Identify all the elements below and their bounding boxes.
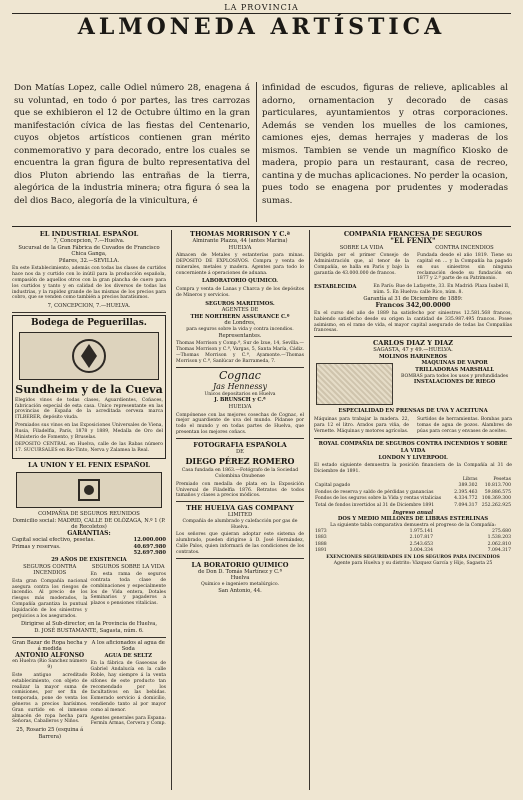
row-label: Fondos de reserva y saldo de pérdidas y ganancias	[315, 489, 434, 495]
industrial-heading: EL INDUSTRIAL ESPAÑOL	[39, 230, 139, 238]
guarantee-2-label: Primas y reservas.	[12, 543, 61, 550]
hennessy-sub: Unicos depositarios en Huelva	[204, 391, 276, 397]
francs-value: Francos 342,00.0000	[375, 301, 451, 310]
agent-line-2: D. JOSÉ BUSTAMANTE, Sagasta, núm. 6.	[34, 628, 144, 635]
industrial-line: Sucursal de la Gran Fábrica de Cuvados de Francisco Chica Ganga,	[18, 244, 160, 258]
royal-sub: El estado siguiente demuestra la posición financiera de la Compañía al 31 de Diciembre de 1891.	[314, 463, 512, 474]
table-row	[314, 535, 512, 542]
hennessy-city: HUELVA	[228, 403, 252, 410]
lists-row	[314, 415, 512, 436]
row-libras: 2.395.463	[454, 489, 478, 495]
fenix-life-body: Dirigida por el primer Consejo de Administración que, al tenor de la Compañía, se halla en Paris y bajo la garantía de 43.000.000 de francos.	[314, 253, 410, 276]
union-domicile: Domicilio social: MADRID, CALLE DE OLÓZAGA, N.º 1 (P. de Recoletos)	[12, 517, 166, 531]
industrial-foot: 7, CONCEPCION, 7.—HUELVA.	[47, 303, 131, 310]
intro-divider	[256, 82, 257, 222]
bodega-foot: DEPOSITO CENTRAL en Huelva, calle de las Rabas número 17. SUCURSALES en Rio-Tinto, Nerva y Zalamea la Real.	[15, 442, 163, 454]
fenix-name: "EL FENIX"	[390, 236, 436, 245]
agent-footer: Agente para Huelva y su distrito: Vázquez García y Hijo, Sagasta 25	[333, 560, 493, 566]
soda-heading-2: AGUA DE SELTZ	[104, 652, 153, 659]
bodega-body: Elegidos vinos de todas clases, Aguardientes, Coñaces, fabricación especial de esta casa. Unico representante en las provincias de España de la acreditada cerveza marca ITLBERER, depósito viuda.	[15, 397, 163, 421]
fenix-heading: COMPAÑIA FRANCESA DE SEGUROS	[343, 230, 483, 238]
year-cell: 1883	[315, 535, 327, 541]
machine-thresher: TRILLADORAS MARSHALL	[415, 366, 495, 373]
crest-icon	[19, 332, 159, 380]
fenix-established	[314, 284, 512, 296]
fenix-branches	[314, 245, 512, 285]
lab2-heading: LA BORATORIO QUIMICO	[191, 560, 289, 569]
lab2-sub: de Don D. Tomás Martínez y C.ª	[198, 568, 282, 575]
machine-pumps: BOMBAS para todos los usos y profundidades	[401, 373, 509, 379]
hennessy-company: J. BRUNSCH y C.ª	[214, 397, 266, 404]
years-label: 29 AÑOS DE EXISTENCIA	[51, 557, 127, 564]
soda-heading: A los aficionados al agua de Soda	[91, 639, 165, 653]
royal-heading: ROYAL COMPAÑIA DE SEGUROS CONTRA INCENDIOS Y SOBRE LA VIDA	[318, 441, 508, 454]
row-libras: 7.094.317	[454, 503, 478, 509]
table-row	[314, 483, 512, 490]
left-list: Máquinas para trabajar la madera. 22, para 12 el litro. Arados para viña, de Vernette. Máquinas y motores agrícolas.	[314, 416, 410, 434]
row-pesetas: 108.369.300	[481, 496, 511, 502]
fenix-life-heading: SOBRE LA VIDA	[339, 244, 384, 251]
income-heading: Ingreso anual	[392, 509, 434, 516]
fenix-body: En el curso del año de 1889 ha satisfecho por siniestros 12.581.568 francos, habiendo satisfecho desde su origen la cantidad de 335.987.495 francos. Posee asimismo, en el ramo de vida, el mayor capital asegurado de todas las Compañías francesas.	[314, 310, 512, 334]
gas-limited: LIMITED	[227, 512, 253, 519]
guarantee-total: 52.697.980	[133, 550, 166, 557]
hennessy-title: Jas Hennessy	[212, 381, 268, 391]
northern-body: para seguros sobre la vida y contra incendios.	[186, 326, 294, 332]
bodega-ad	[12, 315, 166, 459]
machine-steam: MAQUINAS DE VAPOR	[421, 360, 488, 367]
column-divider-2	[309, 230, 310, 790]
guarantee-row-1	[12, 537, 166, 544]
industrial-sub: 7, Concepcion, 7.—Huelva.	[53, 238, 125, 244]
guarantee-row-2	[12, 544, 166, 551]
col-libras: Libras	[462, 476, 478, 482]
lab2-city: Huelva	[230, 575, 250, 582]
row-libras: 4.334.772	[454, 496, 478, 502]
gas-body: Los señores que quieran adoptar este sistema de alumbrado, pueden dirigirse á D. José Hernández, Calle Palos, quien informará de las condiciones de los contratos.	[176, 532, 304, 555]
guarantee-2-value: 40.697.980	[133, 543, 166, 550]
established-label: ESTABLECIDA	[314, 284, 357, 291]
photo-sub: Casa fundada en 1863.—Fotógrafo de la Sociedad Colombina Onubense	[181, 468, 299, 480]
representatives-label: Representantes.	[218, 332, 262, 339]
london-label: de Londres,	[224, 320, 256, 327]
guarantees-label: GARANTIAS:	[67, 529, 111, 537]
intro-right-text: infinidad de escudos, figuras de relieve, aplicables al adorno, ornamentacion y decorado de casas particulares, ayuntamientos y otras corporaciones. Además se venden los muelles de los camiones, camiones ejes, demas herrajes y maderas de los mismos. Tambien se vende un magnífico Kiosko de madera, propio para un restaurant, casa de recreo, cantina y de muchas aplicaciones. No perder la ocasion, pues todo se enagena por prudentes y moderadas sumas.	[262, 83, 508, 206]
divider	[314, 438, 512, 439]
fire-insurance-heading: SEGUROS CONTRA INCENDIOS	[23, 563, 77, 577]
section-rule	[12, 226, 511, 227]
photo-heading: FOTOGRAFIA ESPAÑOLA	[193, 440, 287, 449]
laboratory-heading: LABORATORIO QUIMICO.	[202, 278, 278, 285]
life-insurance-text: En esta rama de seguros contrata toda clase de combinaciones y especialmente los de Vida entera, Dotales Seminarios y pagaderos a plazos o pensiones vitalicias.	[90, 572, 166, 607]
diego-name: DIEGO PÉREZ ROMERO	[185, 456, 295, 467]
fenix-fire-body: Fundada desde el año 1819. Tiene su capital en ... y la Compañía ha pagado en sus siniestros sin ninguna reclamación desde su fundación en 1877 y 2.ª parte de su Patrimonio.	[416, 253, 512, 282]
emblem-icon	[16, 472, 162, 508]
fire-insurance-text: Esta gran Compañía nacional asegura contra los riesgos de incendio. Al precio de los riesgos más moderados, la Compañía garantiza la puntual liquidación de los siniestros y perjuicios a los asegurados.	[12, 578, 88, 619]
right-list: Surtidos de herramientas. Bombas para tomas de agua de pozos. Alambres de púas para cercas y envases de aceites.	[416, 416, 512, 434]
bottom-ads	[12, 640, 166, 741]
soda-body: En la fábrica de Gaseosas de Gabriel Andalucía en la calle Roble, hay siempre á la venta sifones de este producto tan recomendado por los facultativos en las bebidas. Esmerado servicio á domicilio, vendiendo tanto al por mayor como al menor.	[90, 661, 166, 713]
presses-heading: ESPECIALIDAD EN PRENSAS DE UVA Y ACEITUNA	[338, 408, 488, 415]
value-b-cell: 2.062.810	[487, 541, 511, 547]
industrial-body: En este Establecimiento, además con todas las clases de curtidos hace nos da y curtido con lo inútil para la producción española, compasión de aquellos otros con la gran plancha de cuero para los curtidos y tanto y en calidad de los diversos de todas las industrias, y la rapidez grande de las mismas de los precios para cobro, que se venden como también a precios baratísimos.	[12, 266, 166, 301]
guarantee-1-label: Capital social efectivo, pesetas.	[12, 537, 95, 544]
mills-label: MOLINOS HARINEROS	[378, 353, 448, 360]
divider	[12, 312, 166, 313]
photo-by: DE	[236, 448, 244, 455]
year-cell: 1873	[315, 528, 327, 534]
divider	[176, 501, 304, 502]
agent-line: Dirigirse al Sub-director, en la Provincia de Huelva,	[20, 621, 158, 628]
bazar-heading: Gran Bazar de Ropa hecha y á medida	[12, 639, 88, 653]
lab2-body: Químico e ingeniero metalúrgico.	[200, 581, 280, 587]
representatives-body: Thomas Morrison y Comp.ª, Sur de Izue, 14, Sevilla.—Thomas Morrison y C.ª, Vargas, 5, Santa María, Cádiz.—Thomas Morrison y C.ª, Ayamonte.—Thomas Morrison y C.ª, Sanlúcar de Barrameda, 7.	[176, 341, 304, 364]
column-3	[314, 230, 512, 790]
row-label: Total de fondos invertidos al 31 de Diciembre 1891	[315, 503, 435, 509]
union-company: COMPAÑIA DE SEGUROS REUNIDOS	[38, 510, 140, 517]
bodega-title: Bodega de Peguerillas.	[31, 317, 147, 328]
progress-table	[314, 529, 512, 555]
soda-ad	[91, 640, 166, 741]
million-heading: DOS Y MEDIO MILLONES DE LIBRAS ESTERLINAS	[337, 516, 489, 523]
morrison-city: HUELVA	[228, 244, 252, 251]
column-2	[176, 230, 304, 790]
lab2-address: San Antonio, 44.	[218, 587, 262, 594]
morrison-body: Almacen de Metales y estanterías para minas. DEPOSITO DE EXPLOSIVOS. Compra y venta de minerales, metales y madera. Agentes para todo lo concerniente á operaciones de aduana.	[176, 253, 304, 276]
value-b-cell: 1.538.203	[487, 535, 511, 541]
photo-body: Premiado con medalla de plata en la Exposición Universal de Filadelfia 1876. Retratos de todos tamaños y clases a precios módicos.	[176, 481, 304, 499]
machine-illustration-icon	[316, 363, 393, 405]
hennessy-body: Compónense con las mejores cosechas de Cognac, el mejor aguardiente de uva del mundo. Pídanse por todo el mundo y en todas partes de Huelva, que presentan los mejores coñacs.	[176, 412, 304, 435]
page-title: ALMONEDA ARTÍSTICA	[77, 14, 446, 40]
row-pesetas: 10.813.700	[484, 483, 511, 489]
intro-left-text: Don Matías Lopez, calle Odiel número 28, enagena á su voluntad, en todo ó por partes, las tres carrozas que se exhibieron el 12 de Octubre último en la gran manifestación cívica de las fiestas del Centenario, cuyos objetos artísticos contienen gran mérito conmemorativo y para decorado, entre los cuales se encuentra la gran figura de bulto representativa del dios Pluton abriendo las entrañas de la tierra, alegórica de la industria minera; otra figura ó sea la del dios Baco, alegoría de la vinicultura, é	[14, 83, 250, 206]
row-libras: 389.302	[458, 483, 478, 489]
year-cell: 1891	[315, 548, 327, 554]
industrial-line2: Pilares, 32.—SEVILLA.	[58, 257, 120, 264]
insurance-types	[12, 564, 166, 622]
value-a-cell: 2.543.653	[409, 541, 434, 547]
value-b-cell: 7.094.317	[487, 548, 511, 554]
row-pesetas: 252.262.925	[481, 503, 511, 509]
year-cell: 1888	[315, 541, 327, 547]
bodega-body-2: Premiados sus vinos en las Exposiciones Universales de Viena, Rusia, Filadelfia, París, 1878 y 1889, Medalla de Oro del Ministerio de Fomento, y Bruselas.	[15, 422, 163, 440]
antonio-foot: 25, Rosario 25 (esquina á Barrera)	[16, 727, 84, 740]
morrison-sub: Almirante Plazza, 44 (antes Marina)	[192, 238, 288, 244]
royal-finance-table	[314, 477, 512, 510]
divider	[176, 367, 304, 368]
divider	[176, 558, 304, 559]
value-a-cell: 2.107.817	[409, 535, 434, 541]
exemptions-line: EXENCIONES SEGURIDADES EN LOS SEGUROS PARA INCENDIOS	[326, 555, 500, 561]
gas-sub: Compañía de alumbrado y calefacción por gas de Huelva.	[182, 518, 298, 530]
row-label: Fondos de los seguros sobre la Vida y rentas vitalicias	[315, 496, 442, 502]
antonio-sub: en Huelva (Rio Sanchez número 9)	[12, 659, 88, 671]
column-divider-1	[171, 230, 172, 790]
divider	[12, 637, 166, 638]
table-row	[314, 503, 512, 510]
guarantee-heading: Garantía al 31 de Diciembre de 1889:	[363, 295, 463, 302]
million-sub: La siguiente tabla comparativa demuestra el progreso de la Compañía:	[330, 522, 496, 528]
row-label: Capital pagado	[315, 483, 351, 489]
col-pesetas: Pesetas	[493, 476, 511, 482]
divider	[314, 336, 512, 337]
fenix-fire-heading: CONTRA INCENDIOS	[435, 244, 494, 251]
value-a-cell: 3.004.334	[409, 548, 434, 554]
irrigation-label: INSTALACIONES DE RIEGO	[413, 379, 496, 386]
guarantee-1-value: 12.000.000	[133, 537, 166, 544]
row-pesetas: 59.886.575	[484, 489, 511, 495]
established-body: En París: Rue de Lafayette, 33. En Madrid: Plaza Isabel II, núm. 5. En Huelva: calle Rico, núm. 8.	[373, 284, 510, 295]
union-fenix-heading: LA UNION Y EL FENIX ESPAÑOL	[28, 460, 150, 469]
laboratory-body: Compra y venta de Lanas y Charca y de los depósitos de Mineros y servicios.	[176, 286, 304, 298]
royal-city: LONDON Y LIVERPOOL	[378, 454, 448, 461]
life-insurance-heading: SEGUROS SOBRE LA VIDA	[91, 563, 165, 570]
diaz-address: SAGASTA, 47 y 49.—HUELVA.	[373, 347, 453, 354]
sundheim-title: Sundheim y de la Cueva	[15, 382, 163, 396]
antonio-ad	[12, 640, 87, 741]
agents-label: AGENTES DE	[221, 307, 259, 314]
machinery-block	[314, 360, 512, 408]
column-1	[12, 230, 166, 790]
gas-company-heading: THE HUELVA GAS COMPANY	[186, 504, 294, 513]
masthead: LA PROVINCIA	[224, 3, 299, 12]
antonio-body: Este antiguo acreditado establecimiento, con objeto de realizar la mayor suma de comisiones, por ser fin de temporada, pone de venta los géneros a precios barísimos. Gran surtido en el inmenso almacén de ropa hecha para Señoras, Caballeros y Niños.	[12, 673, 88, 725]
value-b-cell: 275.680	[492, 528, 511, 534]
antonio-name: ANTONIO ALFONSO	[15, 651, 85, 659]
cognac-title: Cognac	[219, 368, 261, 382]
morrison-heading: THOMAS MORRISON Y C.ª	[190, 230, 290, 238]
soda-foot: Agentes generales para Espana: Fermín Armas, Cervera y Comp.	[90, 715, 166, 727]
divider	[176, 438, 304, 439]
value-a-cell: 1.975.141	[409, 528, 434, 534]
northern-heading: THE NORTHERN ASSURANCE C.º	[190, 313, 290, 320]
diaz-heading: CARLOS DIAZ Y DIAZ	[372, 339, 454, 348]
maritime-heading: SEGUROS MARITIMOS.	[205, 300, 275, 307]
